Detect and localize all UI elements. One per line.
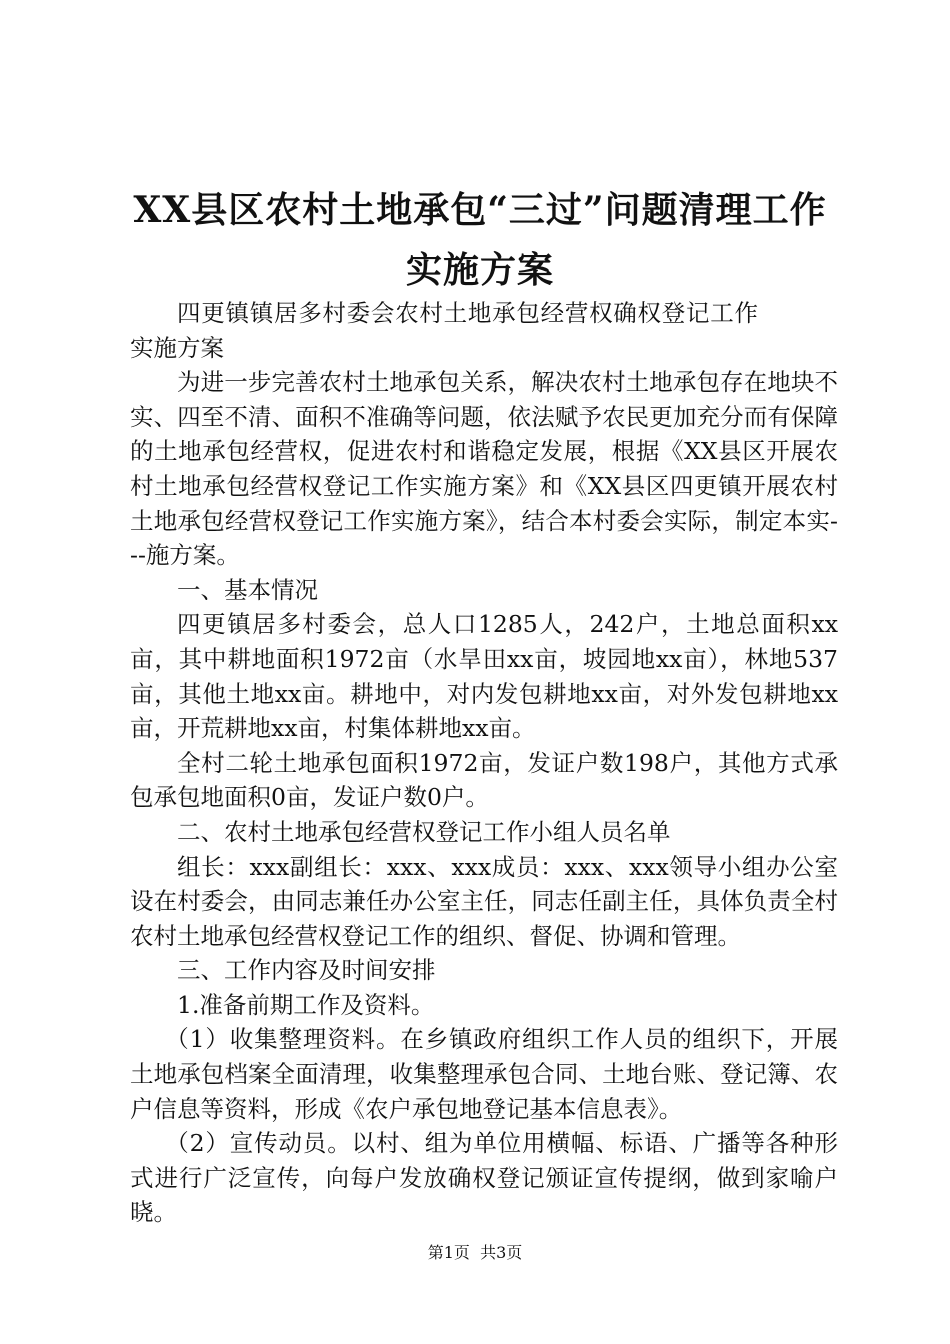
section-heading: 三、工作内容及时间安排 xyxy=(177,956,436,985)
body-paragraph: （1）收集整理资料。在乡镇政府组织工作人员的组织下，开展土地承包档案全面清理，收集整理承包合同、土地台账、登记簿、农户信息等资料，形成《农户承包地登记基本信息表》。 xyxy=(130,1025,838,1123)
body-paragraph: 组长：xxx副组长：xxx、xxx成员：xxx、xxx领导小组办公室设在村委会，由同志兼任办公室主任，同志任副主任，具体负责全村农村土地承包经营权登记工作的组织、督促、协调和管理。 xyxy=(130,852,838,950)
body-paragraph: （2）宣传动员。以村、组为单位用横幅、标语、广播等各种形式进行广泛宣传，向每户发放确权登记颁证宣传提纲，做到家喻户晓。 xyxy=(130,1129,838,1227)
body-paragraph: 为进一步完善农村土地承包关系，解决农村土地承包存在地块不实、四至不清、面积不准确等问题，依法赋予农民更加充分而有保障的土地承包经营权，促进农村和谐稳定发展，根据《XX县区开展农村土地承包经营权登记工作实施方案》和《XX县区四更镇开展农村土地承包经营权登记工作实施方案》，结合本村委会实际，制定本实---施方案。 xyxy=(130,368,838,570)
document-title-line-2: 实施方案 xyxy=(405,249,554,291)
document-body xyxy=(130,296,838,1230)
page-footer: 第1页 共3页 xyxy=(427,1243,523,1262)
document-title-line-1: XX县区农村土地承包“三过”问题清理工作 xyxy=(133,189,827,231)
section-heading: 二、农村土地承包经营权登记工作小组人员名单 xyxy=(177,817,671,846)
body-paragraph: 四更镇居多村委会，总人口1285人，242户，土地总面积xx亩，其中耕地面积1972亩（水旱田xx亩，坡园地xx亩），林地537亩，其他土地xx亩。耕地中，对内发包耕地xx亩，对外发包耕地xx亩，开荒耕地xx亩，村集体耕地xx亩。 xyxy=(130,610,838,743)
subtitle-paragraph: 四更镇镇居多村委会农村土地承包经营权确权登记工作实施方案 xyxy=(130,299,758,362)
sub-heading: 1.准备前期工作及资料。 xyxy=(177,990,435,1019)
body-paragraph: 全村二轮土地承包面积1972亩，发证户数198户，其他方式承包承包地面积0亩，发证户数0户。 xyxy=(130,748,838,812)
section-heading: 一、基本情况 xyxy=(177,575,318,604)
